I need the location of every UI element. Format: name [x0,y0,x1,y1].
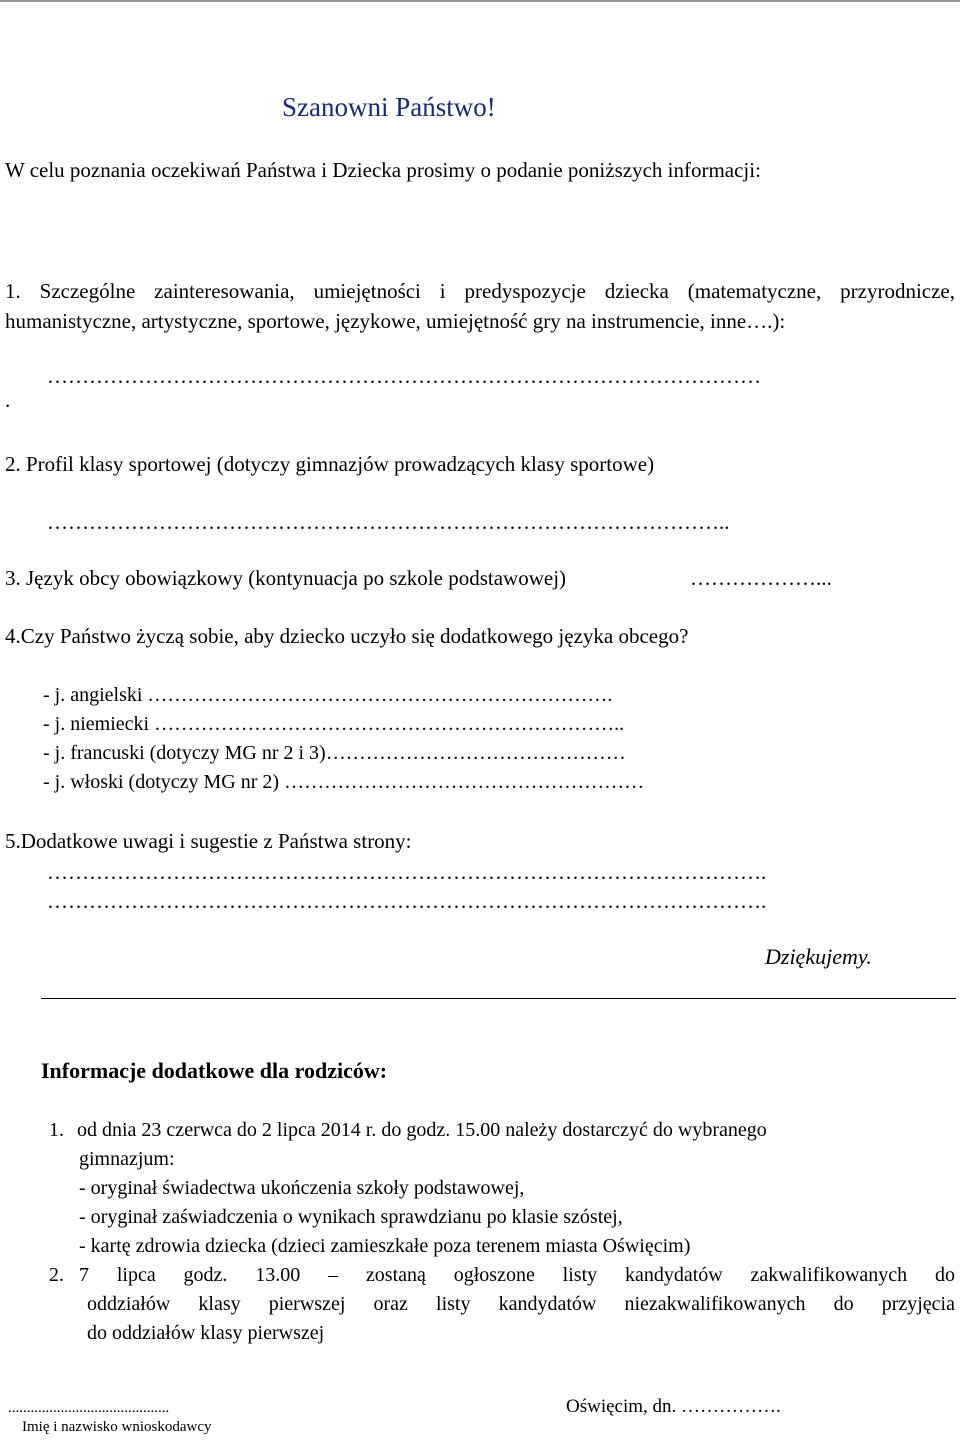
divider [41,998,956,999]
signature-label: Imię i nazwisko wnioskodawcy [22,1419,212,1435]
question-3: 3. Język obcy obowiązkowy (kontynuacja po szkole podstawowej) [5,566,567,590]
question-5: 5.Dodatkowe uwagi i sugestie z Państwa strony: [5,829,412,853]
option-german[interactable]: - j. niemiecki …………………………………………………………….. [43,713,625,735]
info-item-1-number: 1. [49,1119,64,1141]
answer-line-2[interactable]: …………………………………………………………………………………….. [47,510,730,534]
answer-line-5b[interactable]: …………………………………………………………………………………………. [47,889,767,913]
option-french[interactable]: - j. francuski (dotyczy MG nr 2 i 3)……………………………………… [43,742,626,764]
option-english[interactable]: - j. angielski ……………………………………………………………. [43,684,613,706]
info-item-1-line: - oryginał zaświadczenia o wynikach sprawdzianu po klasie szóstej, [79,1206,623,1228]
info-item-2-line-2: oddziałów klasy pierwszej oraz listy kandydatów niezakwalifikowanych do przyjęcia [87,1293,955,1315]
question-2: 2. Profil klasy sportowej (dotyczy gimnazjów prowadzących klasy sportowe) [5,452,655,476]
question-1: 1. Szczególne zainteresowania, umiejętności i predyspozycje dziecka (matematyczne, przyrodnicze, humanistyczne, artystyczne, sportowe, językowe, umiejętność gry na instrumencie, inne….): [5,279,955,333]
answer-line-1[interactable]: ………………………………………………………………………………………… [47,364,761,388]
answer-line-3[interactable]: ………………... [690,566,832,590]
place-date-field[interactable]: Oświęcim, dn. ……………. [566,1396,781,1417]
page-title: Szanowni Państwo! [282,92,496,122]
info-item-1-text: od dnia 23 czerwca do 2 lipca 2014 r. do godz. 15.00 należy dostarczyć do wybranego [77,1119,767,1141]
info-heading: Informacje dodatkowe dla rodziców: [41,1058,388,1083]
info-item-1-cont: gimnazjum: [79,1148,175,1170]
question-4: 4.Czy Państwo życzą sobie, aby dziecko uczyło się dodatkowego języka obcego? [5,624,689,648]
top-border [0,0,960,2]
thanks-text: Dziękujemy. [765,944,872,969]
info-item-2-line-3: do oddziałów klasy pierwszej [87,1322,325,1344]
answer-line-5a[interactable]: …………………………………………………………………………………………. [47,860,767,884]
option-italian[interactable]: - j. włoski (dotyczy MG nr 2) ……………………………………………… [43,771,645,793]
info-item-1-line: - oryginał świadectwa ukończenia szkoły podstawowej, [79,1177,525,1199]
info-item-1-line: - kartę zdrowia dziecka (dzieci zamieszkałe poza terenem miasta Oświęcim) [79,1235,691,1257]
signature-line[interactable]: ........................................... [8,1400,170,1416]
intro-text: W celu poznania oczekiwań Państwa i Dziecka prosimy o podanie poniższych informacji: [5,158,761,182]
answer-line-1-end: . [5,388,11,412]
info-item-2-number: 2. [49,1264,64,1286]
info-item-2-line-1: 7 lipca godz. 13.00 – zostaną ogłoszone listy kandydatów zakwalifikowanych do [79,1264,955,1286]
